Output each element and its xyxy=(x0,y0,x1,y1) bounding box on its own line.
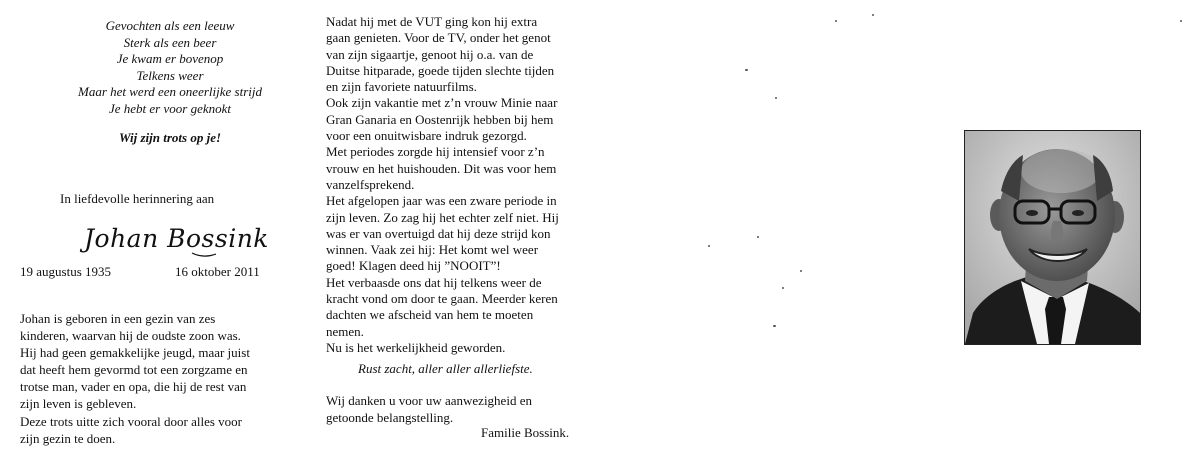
poem-line: Gevochten als een leeuw xyxy=(105,18,235,33)
memorial-intro: In liefdevolle herinnering aan xyxy=(60,191,215,206)
bio-line: kinderen, waarvan hij de oudste zoon was. xyxy=(20,328,241,344)
poem-line: Je kwam er bovenop xyxy=(116,51,224,67)
speck xyxy=(773,325,776,327)
story-line: vanzelfsprekend. xyxy=(326,176,415,192)
story-line: gaan genieten. Voor de TV, onder het genot xyxy=(326,30,551,46)
story-line: kracht vond om door te gaan. Meerder keren xyxy=(326,291,558,307)
poem-line: Je hebt er voor geknokt xyxy=(108,100,231,116)
portrait-photo xyxy=(964,130,1141,345)
story-line: en zijn favoriete natuurfilms. xyxy=(326,79,477,95)
date-born: 19 augustus 1935 xyxy=(20,264,111,279)
speck xyxy=(757,236,759,238)
story-line: Gran Ganaria en Oostenrijk hebben bij hem xyxy=(326,111,554,127)
speck xyxy=(800,270,802,272)
life-story xyxy=(326,14,588,356)
story-line: Nu is het werkelijkheid geworden. xyxy=(326,339,506,355)
bio-line: Hij had geen gemakkelijke jeugd, maar juist xyxy=(20,345,250,361)
story-line: voor een onuitwisbare indruk gezorgd. xyxy=(326,128,527,144)
story-line: vrouw en het huishouden. Dit was voor hem xyxy=(326,160,557,176)
story-line: Met periodes zorgde hij intensief voor z’n xyxy=(326,144,545,160)
bio-line: Johan is geboren in een gezin van zes xyxy=(20,311,216,326)
speck xyxy=(775,97,777,99)
deceased-name: Johan Bossink xyxy=(84,224,269,253)
name-flourish xyxy=(84,252,216,258)
story-line: Duitse hitparade, goede tijden slechte tijden xyxy=(326,62,555,78)
story-line: van zijn sigaartje, genoot hij o.a. van de xyxy=(326,46,534,62)
speck xyxy=(872,14,874,16)
story-line: Nadat hij met de VUT ging kon hij extra xyxy=(326,14,538,29)
poem-line: Telkens weer xyxy=(136,67,204,83)
bio-line: zijn gezin te doen. xyxy=(20,430,116,446)
story-line: zijn leven. Zo zag hij het echter zelf niet. Hij xyxy=(326,209,559,225)
speck xyxy=(745,69,748,71)
poem-line: Maar het werd een oneerlijke strijd xyxy=(77,84,262,100)
story-line: Het verbaasde ons dat hij telkens weer de xyxy=(326,274,542,290)
family-signature: Familie Bossink. xyxy=(481,425,570,440)
rest-in-peace: Rust zacht, aller aller allerliefste. xyxy=(358,361,533,376)
story-line: nemen. xyxy=(326,323,364,339)
thanks-note xyxy=(326,393,532,426)
thanks-line: getoonde belangstelling. xyxy=(326,409,454,425)
speck xyxy=(835,20,837,22)
bio-line: dat heeft hem gevormd tot een zorgzame en xyxy=(20,362,248,378)
story-line: goed! Klagen deed hij ”NOOIT”! xyxy=(326,258,501,274)
story-line: was er van overtuigd dat hij deze strijd kon xyxy=(326,225,551,241)
bio-line: zijn leven is gebleven. xyxy=(20,396,137,412)
biography xyxy=(20,310,290,447)
speck xyxy=(708,245,710,247)
date-died: 16 oktober 2011 xyxy=(175,264,260,279)
thanks-line: Wij danken u voor uw aanwezigheid en xyxy=(326,393,532,408)
proud-line: Wij zijn trots op je! xyxy=(118,130,222,145)
story-line: Ook zijn vakantie met z’n vrouw Minie naar xyxy=(326,95,558,111)
poem-line: Sterk als een beer xyxy=(123,34,217,50)
poem xyxy=(20,18,320,118)
bio-line: Deze trots uitte zich vooral door alles voor xyxy=(20,413,243,429)
speck xyxy=(782,287,784,289)
story-line: Het afgelopen jaar was een zware periode in xyxy=(326,193,557,209)
story-line: dachten we afscheid van hem te moeten xyxy=(326,307,534,323)
story-line: winnen. Vaak zei hij: Het komt wel weer xyxy=(326,242,539,258)
portrait-illustration xyxy=(965,131,1140,344)
bio-line: trotse man, vader en opa, die hij de rest van xyxy=(20,379,247,395)
speck xyxy=(1180,20,1182,22)
